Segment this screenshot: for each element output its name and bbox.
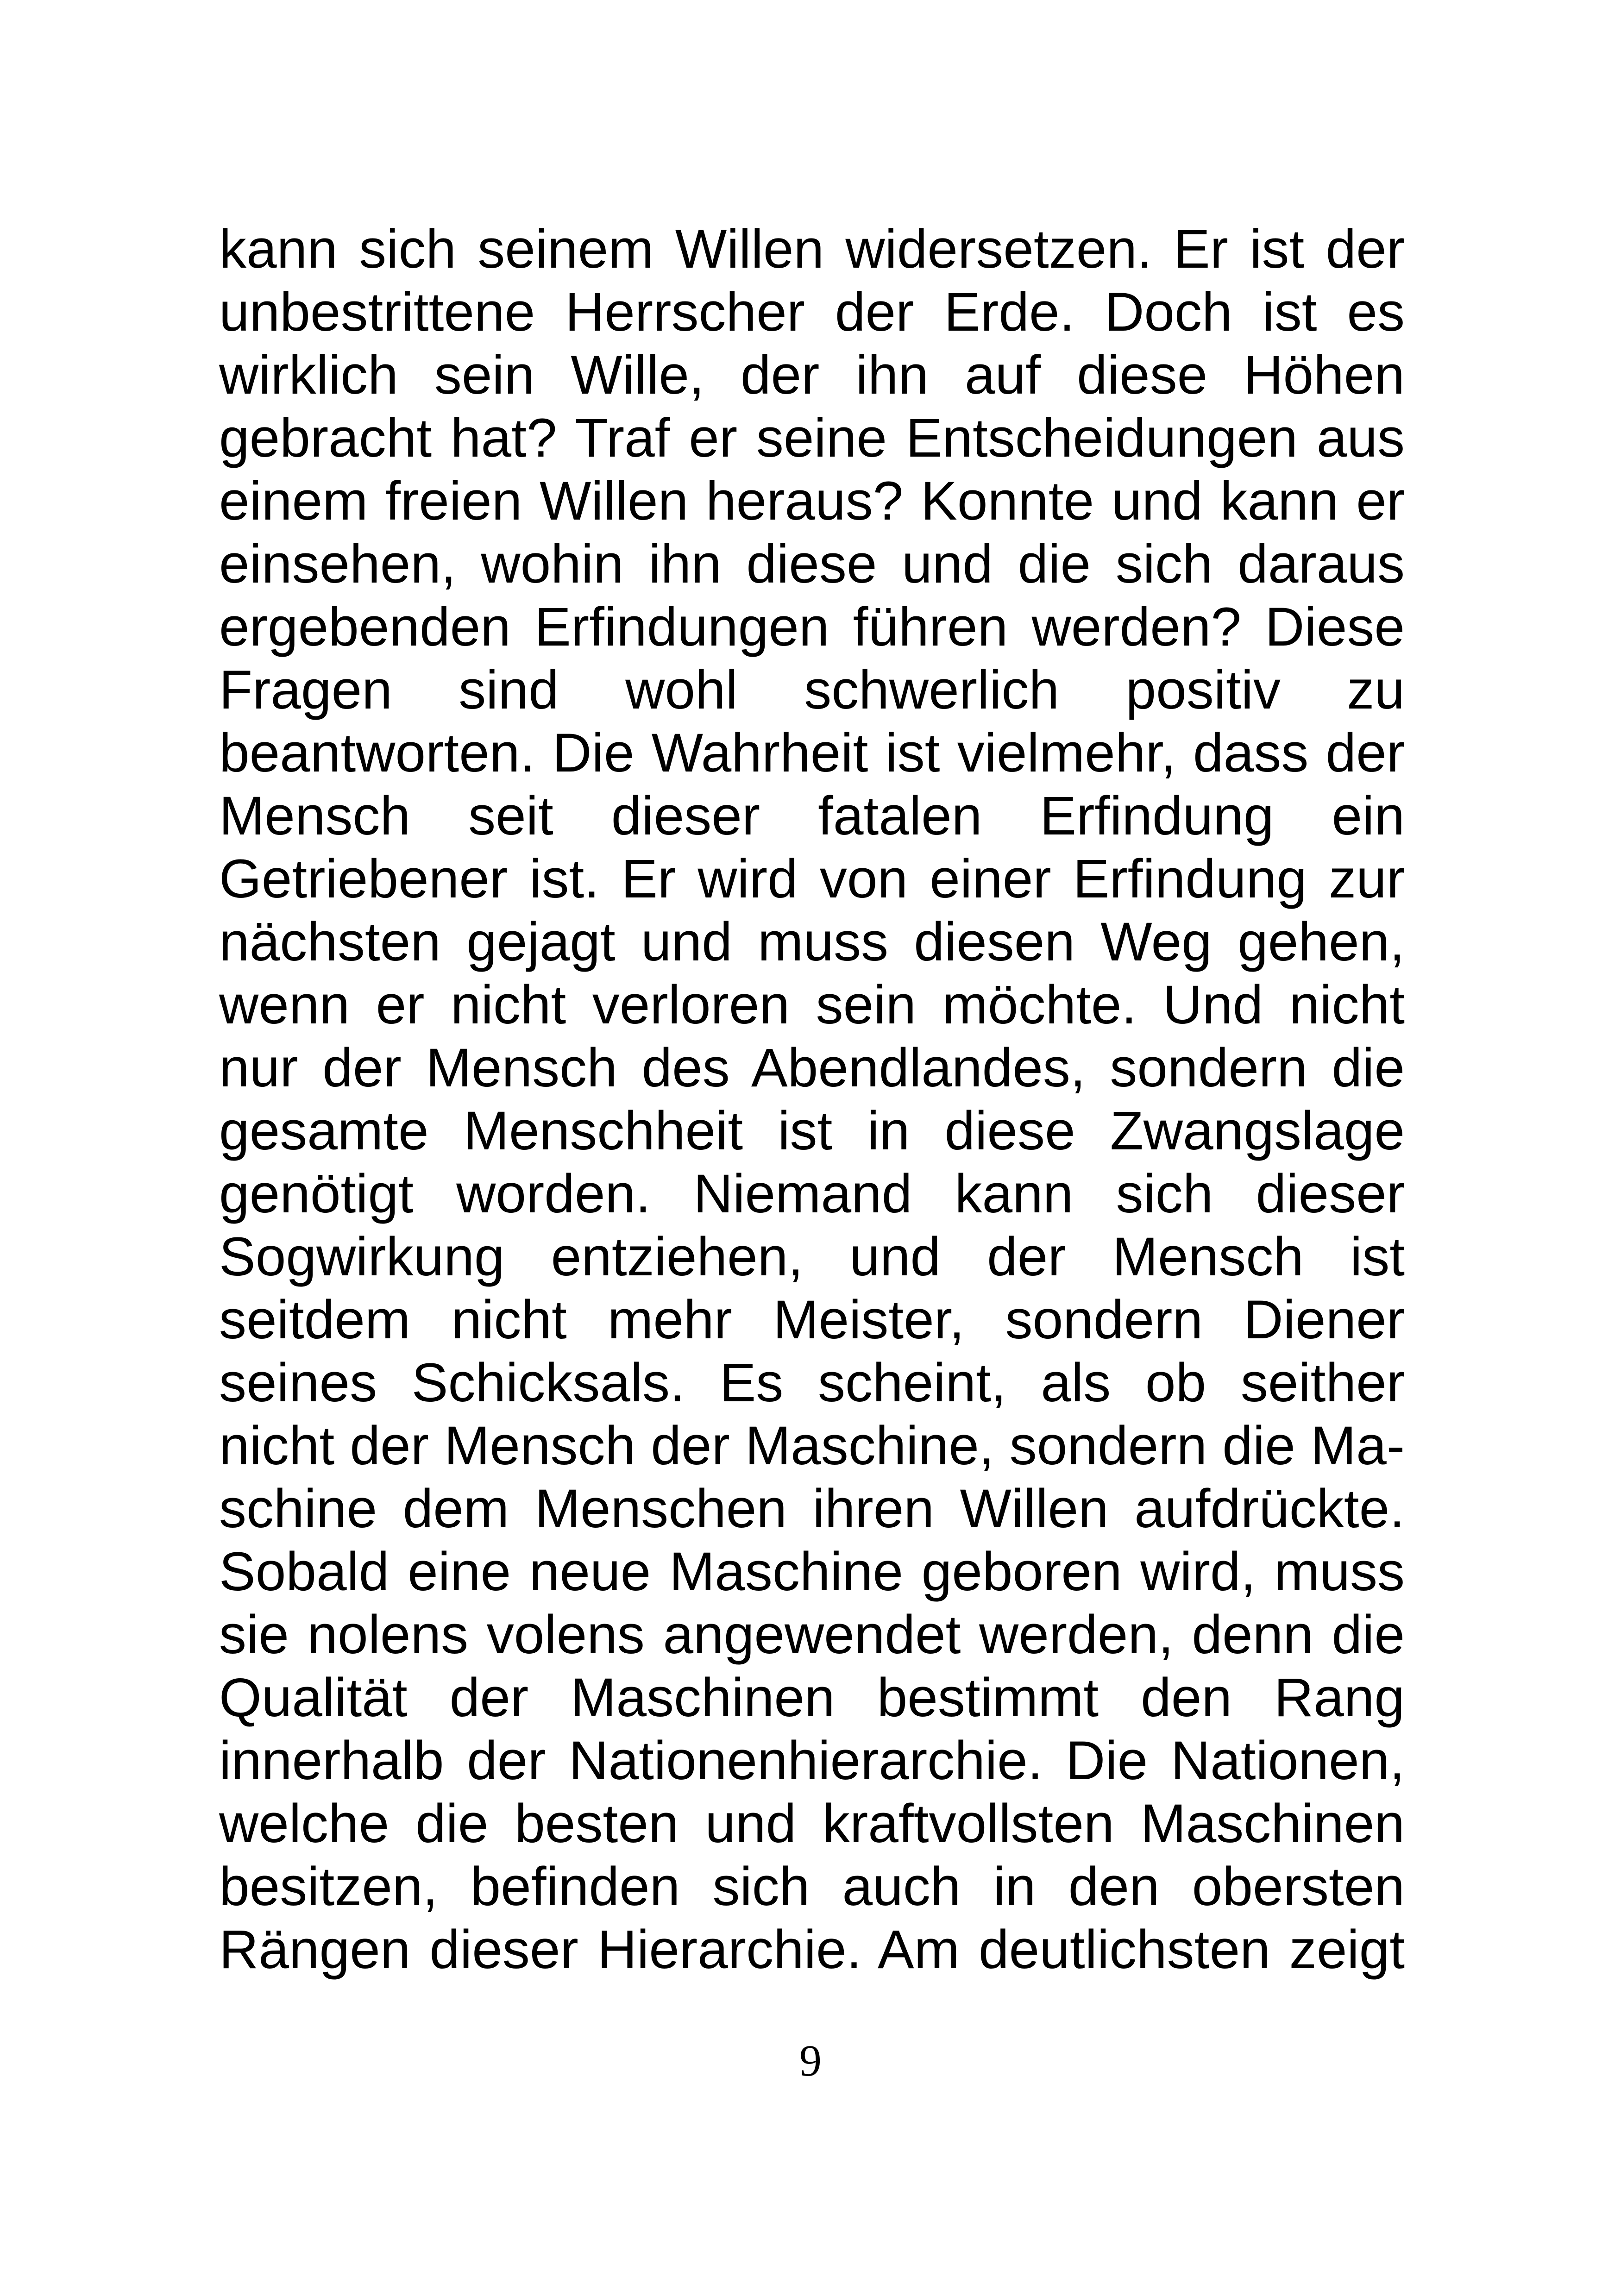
body-text (219, 218, 1405, 1981)
text-line: Mensch seit dieser fatalen Erfindung ein (219, 785, 1405, 847)
text-line: seines Schicksals. Es scheint, als ob seither (219, 1352, 1405, 1413)
text-line: Getriebener ist. Er wird von einer Erfindung zur (219, 848, 1405, 910)
text-line: unbestrittene Herrscher der Erde. Doch ist es (219, 282, 1405, 343)
text-line: gebracht hat? Traf er seine Entscheidungen aus (219, 408, 1405, 469)
text-line: gesamte Menschheit ist in diese Zwangslage (219, 1100, 1405, 1161)
text-line: Sobald eine neue Maschine geboren wird, muss (219, 1541, 1405, 1602)
text-line: einsehen, wohin ihn diese und die sich daraus (219, 533, 1405, 595)
text-line: Sogwirkung entziehen, und der Mensch ist (219, 1226, 1405, 1287)
text-line: welche die besten und kraftvollsten Maschinen (219, 1793, 1405, 1854)
text-line: nicht der Mensch der Maschine, sondern die Ma- (219, 1415, 1405, 1476)
text-line: ergebenden Erfindungen führen werden? Diese (219, 596, 1405, 658)
text-line: seitdem nicht mehr Meister, sondern Diener (219, 1289, 1405, 1350)
text-line: wenn er nicht verloren sein möchte. Und nicht (219, 974, 1405, 1035)
text-line: schine dem Menschen ihren Willen aufdrückte. (219, 1478, 1405, 1539)
text-line: Fragen sind wohl schwerlich positiv zu (219, 659, 1405, 721)
text-line: einem freien Willen heraus? Konnte und kann er (219, 470, 1405, 532)
text-line: beantworten. Die Wahrheit ist vielmehr, dass der (219, 722, 1405, 784)
text-line: nur der Mensch des Abendlandes, sondern die (219, 1037, 1405, 1098)
text-line: wirklich sein Wille, der ihn auf diese Höhen (219, 345, 1405, 406)
text-line: besitzen, befinden sich auch in den obersten (219, 1856, 1405, 1917)
text-line: innerhalb der Nationenhierarchie. Die Nationen, (219, 1730, 1405, 1791)
text-line: sie nolens volens angewendet werden, denn die (219, 1604, 1405, 1665)
text-line: nächsten gejagt und muss diesen Weg gehen, (219, 911, 1405, 972)
text-line: genötigt worden. Niemand kann sich dieser (219, 1163, 1405, 1224)
text-line: Rängen dieser Hierarchie. Am deutlichsten zeigt (219, 1919, 1405, 1980)
text-line: Qualität der Maschinen bestimmt den Rang (219, 1667, 1405, 1728)
page-number: 9 (799, 2036, 822, 2085)
text-line: kann sich seinem Willen widersetzen. Er ist der (219, 219, 1405, 280)
